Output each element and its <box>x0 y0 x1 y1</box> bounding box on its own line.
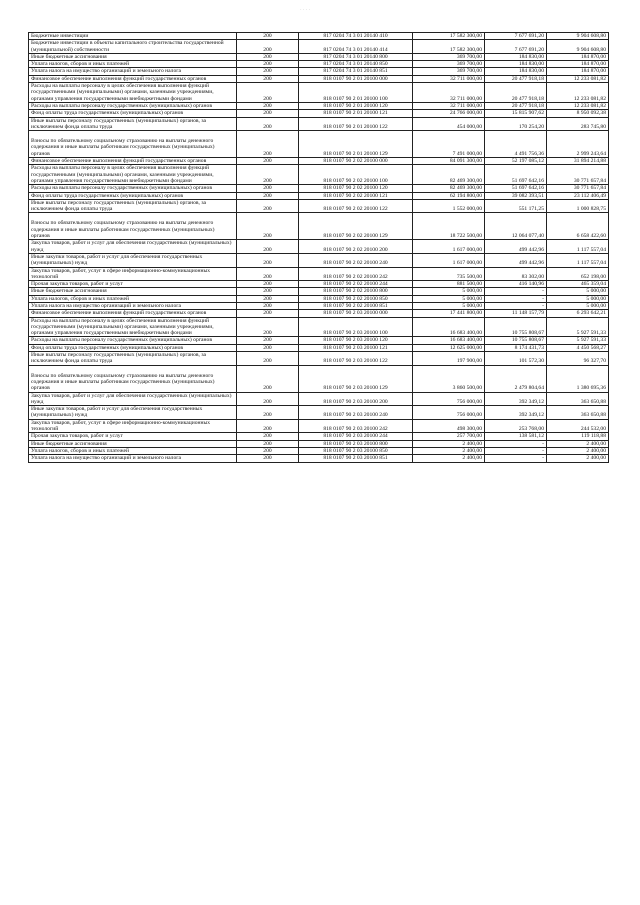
row-budget-class-code: 818 0107 90 2 02 20100 244 <box>299 281 413 288</box>
row-approved-amount: 12 625 000,00 <box>413 344 485 351</box>
expenditure-table <box>28 32 609 463</box>
row-line-code: 200 <box>237 75 299 82</box>
row-unexecuted-amount: 244 532,00 <box>547 419 609 433</box>
row-unexecuted-amount: 2 400,00 <box>547 455 609 462</box>
expenditure-table-body <box>29 33 609 463</box>
row-line-code: 200 <box>237 53 299 60</box>
row-approved-amount: 1 617 000,00 <box>413 240 485 254</box>
row-executed-amount: 39 082 393,51 <box>485 192 547 199</box>
row-line-code: 200 <box>237 447 299 454</box>
row-name: Прочая закупка товаров, работ и услуг <box>29 433 237 440</box>
table-row <box>29 352 609 366</box>
row-approved-amount: 369 700,00 <box>413 61 485 68</box>
table-row <box>29 267 609 281</box>
row-line-code: 200 <box>237 158 299 165</box>
row-budget-class-code: 818 0107 90 2 03 20100 000 <box>299 310 413 317</box>
row-executed-amount: 392 349,12 <box>485 392 547 406</box>
row-executed-amount: 170 254,20 <box>485 117 547 131</box>
table-row <box>29 253 609 267</box>
row-approved-amount: 735 500,00 <box>413 267 485 281</box>
row-executed-amount: 4 491 756,36 <box>485 131 547 158</box>
table-row <box>29 440 609 447</box>
row-executed-amount: - <box>485 288 547 295</box>
row-executed-amount: 52 197 085,12 <box>485 158 547 165</box>
row-approved-amount: 16 683 400,00 <box>413 337 485 344</box>
row-approved-amount: 5 000,00 <box>413 288 485 295</box>
row-executed-amount: 184 830,00 <box>485 53 547 60</box>
row-line-code: 200 <box>237 344 299 351</box>
row-name: Взносы по обязательному социальному страхованию на выплаты денежного содержания и иные выплаты работникам государственных (муниципальных) органов <box>29 131 237 158</box>
row-line-code: 200 <box>237 281 299 288</box>
row-approved-amount: 369 700,00 <box>413 53 485 60</box>
row-unexecuted-amount: 1 117 557,04 <box>547 253 609 267</box>
row-name: Расходы на выплаты персоналу государственных (муниципальных) органов <box>29 102 237 109</box>
table-row <box>29 281 609 288</box>
row-budget-class-code: 818 0107 90 2 01 20100 129 <box>299 131 413 158</box>
row-name: Фонд оплаты труда государственных (муниципальных) органов <box>29 192 237 199</box>
row-approved-amount: 32 711 000,00 <box>413 83 485 103</box>
row-unexecuted-amount: 6 658 422,60 <box>547 213 609 240</box>
row-unexecuted-amount: 9 904 608,80 <box>547 40 609 54</box>
row-budget-class-code: 818 0107 90 2 02 20100 200 <box>299 240 413 254</box>
row-line-code: 200 <box>237 419 299 433</box>
table-row <box>29 131 609 158</box>
row-line-code: 200 <box>237 440 299 447</box>
table-row <box>29 406 609 420</box>
row-unexecuted-amount: 184 870,00 <box>547 61 609 68</box>
row-approved-amount: 17 582 300,00 <box>413 40 485 54</box>
row-approved-amount: 62 194 800,00 <box>413 192 485 199</box>
row-budget-class-code: 818 0107 90 2 03 20100 242 <box>299 419 413 433</box>
row-budget-class-code: 818 0107 90 2 03 20100 129 <box>299 365 413 392</box>
row-executed-amount: - <box>485 295 547 302</box>
row-line-code: 200 <box>237 352 299 366</box>
row-line-code: 200 <box>237 110 299 117</box>
row-budget-class-code: 818 0107 90 2 01 20100 121 <box>299 110 413 117</box>
row-approved-amount: 7 491 000,00 <box>413 131 485 158</box>
row-executed-amount: 253 768,00 <box>485 419 547 433</box>
row-line-code: 200 <box>237 295 299 302</box>
row-executed-amount: 20 477 918,18 <box>485 102 547 109</box>
row-budget-class-code: 818 0107 90 2 02 20100 851 <box>299 302 413 309</box>
row-name: Уплата налогов, сборов и иных платежей <box>29 295 237 302</box>
row-unexecuted-amount: 363 650,88 <box>547 392 609 406</box>
row-approved-amount: 3 860 500,00 <box>413 365 485 392</box>
table-row <box>29 68 609 75</box>
row-line-code: 200 <box>237 365 299 392</box>
table-row <box>29 302 609 309</box>
row-line-code: 200 <box>237 83 299 103</box>
row-unexecuted-amount: 96 327,70 <box>547 352 609 366</box>
row-executed-amount: 7 677 691,20 <box>485 33 547 40</box>
row-approved-amount: 5 000,00 <box>413 295 485 302</box>
row-executed-amount: 184 830,00 <box>485 68 547 75</box>
row-unexecuted-amount: 9 904 608,80 <box>547 33 609 40</box>
row-approved-amount: 197 900,00 <box>413 352 485 366</box>
row-line-code: 200 <box>237 192 299 199</box>
row-budget-class-code: 818 0107 90 2 01 20100 122 <box>299 117 413 131</box>
row-unexecuted-amount: 30 771 657,84 <box>547 165 609 185</box>
row-name: Закупка товаров, работ, услуг в сфере информационно-коммуникационных технологий <box>29 419 237 433</box>
table-row <box>29 447 609 454</box>
row-unexecuted-amount: 5 000,00 <box>547 295 609 302</box>
table-row <box>29 344 609 351</box>
row-executed-amount: 499 442,96 <box>485 240 547 254</box>
table-row <box>29 117 609 131</box>
row-executed-amount: 2 479 804,64 <box>485 365 547 392</box>
row-unexecuted-amount: 5 927 591,33 <box>547 317 609 337</box>
row-name: Бюджетные инвестиции в объекты капитального строительства государственной (муниципальной) собственности <box>29 40 237 54</box>
row-budget-class-code: 818 0107 90 2 03 20100 851 <box>299 455 413 462</box>
row-approved-amount: 454 000,00 <box>413 117 485 131</box>
row-executed-amount: 51 697 642,16 <box>485 185 547 192</box>
row-line-code: 200 <box>237 131 299 158</box>
row-line-code: 200 <box>237 117 299 131</box>
row-executed-amount: 138 581,12 <box>485 433 547 440</box>
row-unexecuted-amount: 184 870,00 <box>547 53 609 60</box>
row-approved-amount: 5 000,00 <box>413 302 485 309</box>
row-unexecuted-amount: 4 450 568,27 <box>547 344 609 351</box>
row-name: Иные закупки товаров, работ и услуг для обеспечения государственных (муниципальных) нужд <box>29 406 237 420</box>
row-executed-amount: 499 442,96 <box>485 253 547 267</box>
row-approved-amount: 18 722 500,00 <box>413 213 485 240</box>
scan-specks: · · · · <box>300 8 311 13</box>
table-row <box>29 317 609 337</box>
row-unexecuted-amount: 23 112 406,49 <box>547 192 609 199</box>
row-line-code: 200 <box>237 165 299 185</box>
row-name: Закупка товаров, работ и услуг для обеспечения государственных (муниципальных) нужд <box>29 392 237 406</box>
row-executed-amount: 51 697 642,16 <box>485 165 547 185</box>
row-unexecuted-amount: 12 233 081,82 <box>547 75 609 82</box>
row-line-code: 200 <box>237 317 299 337</box>
row-name: Расходы на выплаты персоналу государственных (муниципальных) органов <box>29 185 237 192</box>
row-budget-class-code: 818 0107 90 2 02 20100 122 <box>299 199 413 213</box>
row-name: Иные бюджетные ассигнования <box>29 53 237 60</box>
row-executed-amount: 10 755 808,67 <box>485 337 547 344</box>
row-name: Фонд оплаты труда государственных (муниципальных) органов <box>29 110 237 117</box>
row-executed-amount: 392 349,12 <box>485 406 547 420</box>
row-executed-amount: 20 477 918,18 <box>485 83 547 103</box>
row-approved-amount: 2 400,00 <box>413 447 485 454</box>
row-approved-amount: 84 091 300,00 <box>413 158 485 165</box>
row-unexecuted-amount: 31 894 214,88 <box>547 158 609 165</box>
row-approved-amount: 1 552 000,00 <box>413 199 485 213</box>
row-approved-amount: 32 711 000,00 <box>413 75 485 82</box>
row-approved-amount: 1 617 000,00 <box>413 253 485 267</box>
row-unexecuted-amount: 283 745,80 <box>547 117 609 131</box>
row-approved-amount: 2 400,00 <box>413 455 485 462</box>
row-executed-amount: - <box>485 302 547 309</box>
row-name: Взносы по обязательному социальному страхованию на выплаты денежного содержания и иные выплаты работникам государственных (муниципальных) органов <box>29 213 237 240</box>
table-row <box>29 213 609 240</box>
row-approved-amount: 257 700,00 <box>413 433 485 440</box>
row-budget-class-code: 817 0204 74 3 01 20140 410 <box>299 33 413 40</box>
table-row <box>29 392 609 406</box>
row-line-code: 200 <box>237 199 299 213</box>
row-budget-class-code: 818 0107 90 2 01 20100 000 <box>299 75 413 82</box>
row-approved-amount: 82 469 300,00 <box>413 185 485 192</box>
row-name: Финансовое обеспечение выполнения функций государственных органов <box>29 75 237 82</box>
row-name: Закупка товаров, работ и услуг для обеспечения государственных (муниципальных) нужд <box>29 240 237 254</box>
table-row <box>29 83 609 103</box>
row-approved-amount: 881 500,00 <box>413 281 485 288</box>
row-name: Уплата налогов, сборов и иных платежей <box>29 447 237 454</box>
row-name: Иные выплаты персоналу государственных (муниципальных) органов, за исключением фонда оплаты труда <box>29 199 237 213</box>
row-budget-class-code: 817 0204 74 3 01 20140 414 <box>299 40 413 54</box>
row-line-code: 200 <box>237 433 299 440</box>
row-approved-amount: 32 711 000,00 <box>413 102 485 109</box>
table-row <box>29 295 609 302</box>
row-budget-class-code: 818 0107 90 2 03 20100 244 <box>299 433 413 440</box>
row-budget-class-code: 818 0107 90 2 02 20100 242 <box>299 267 413 281</box>
row-executed-amount: 12 064 077,40 <box>485 213 547 240</box>
row-name: Взносы по обязательному социальному страхованию на выплаты денежного содержания и иные выплаты работникам государственных (муниципальных) органов <box>29 365 237 392</box>
table-row <box>29 185 609 192</box>
row-name: Уплата налога на имущество организаций и земельного налога <box>29 68 237 75</box>
row-approved-amount: 756 000,00 <box>413 392 485 406</box>
row-budget-class-code: 818 0107 90 2 03 20100 122 <box>299 352 413 366</box>
table-row <box>29 199 609 213</box>
row-approved-amount: 17 582 300,00 <box>413 33 485 40</box>
row-approved-amount: 756 000,00 <box>413 406 485 420</box>
row-budget-class-code: 818 0107 90 2 03 20100 100 <box>299 317 413 337</box>
row-name: Расходы на выплаты персоналу в целях обеспечения выполнения функций государственными (муниципальными) органами, казенными учреждениями, органами управления государственными внебюджетными фондами <box>29 165 237 185</box>
row-budget-class-code: 818 0107 90 2 02 20100 121 <box>299 192 413 199</box>
row-budget-class-code: 818 0107 90 2 02 20100 850 <box>299 295 413 302</box>
row-line-code: 200 <box>237 267 299 281</box>
row-approved-amount: 82 469 300,00 <box>413 165 485 185</box>
row-budget-class-code: 818 0107 90 2 03 20100 121 <box>299 344 413 351</box>
row-executed-amount: 184 830,00 <box>485 61 547 68</box>
row-budget-class-code: 818 0107 90 2 02 20100 129 <box>299 213 413 240</box>
row-name: Расходы на выплаты персоналу в целях обеспечения выполнения функций государственными (муниципальными) органами, казенными учреждениями, органами управления государственными внебюджетными фондами <box>29 83 237 103</box>
row-approved-amount: 16 683 400,00 <box>413 317 485 337</box>
row-budget-class-code: 817 0204 74 3 01 20140 800 <box>299 53 413 60</box>
table-row <box>29 337 609 344</box>
row-name: Финансовое обеспечение выполнения функций государственных органов <box>29 310 237 317</box>
row-name: Расходы на выплаты персоналу в целях обеспечения выполнения функций государственными (муниципальными) органами, казенными учреждениями, органами управления государственными внебюджетными фондами <box>29 317 237 337</box>
row-unexecuted-amount: 1 380 695,36 <box>547 365 609 392</box>
row-unexecuted-amount: 6 293 642,21 <box>547 310 609 317</box>
row-line-code: 200 <box>237 40 299 54</box>
row-unexecuted-amount: 465 359,04 <box>547 281 609 288</box>
row-name: Иные бюджетные ассигнования <box>29 288 237 295</box>
row-budget-class-code: 818 0107 90 2 01 20100 100 <box>299 83 413 103</box>
row-name: Иные выплаты персоналу государственных (муниципальных) органов, за исключением фонда оплаты труда <box>29 352 237 366</box>
row-line-code: 200 <box>237 240 299 254</box>
row-executed-amount: - <box>485 455 547 462</box>
row-line-code: 200 <box>237 33 299 40</box>
row-name: Уплата налога на имущество организаций и земельного налога <box>29 455 237 462</box>
row-unexecuted-amount: 12 233 081,82 <box>547 102 609 109</box>
row-line-code: 200 <box>237 102 299 109</box>
row-line-code: 200 <box>237 213 299 240</box>
row-unexecuted-amount: 363 650,88 <box>547 406 609 420</box>
row-name: Уплата налогов, сборов и иных платежей <box>29 61 237 68</box>
row-budget-class-code: 818 0107 90 2 03 20100 120 <box>299 337 413 344</box>
row-unexecuted-amount: 2 999 243,64 <box>547 131 609 158</box>
row-unexecuted-amount: 5 000,00 <box>547 288 609 295</box>
row-executed-amount: 551 171,25 <box>485 199 547 213</box>
row-budget-class-code: 818 0107 90 2 02 20100 100 <box>299 165 413 185</box>
row-unexecuted-amount: 119 118,88 <box>547 433 609 440</box>
row-executed-amount: 8 174 431,73 <box>485 344 547 351</box>
row-executed-amount: 83 302,00 <box>485 267 547 281</box>
table-row <box>29 102 609 109</box>
row-executed-amount: 416 140,96 <box>485 281 547 288</box>
table-row <box>29 165 609 185</box>
row-line-code: 200 <box>237 61 299 68</box>
row-line-code: 200 <box>237 392 299 406</box>
row-executed-amount: 10 755 808,67 <box>485 317 547 337</box>
row-line-code: 200 <box>237 68 299 75</box>
row-unexecuted-amount: 5 000,00 <box>547 302 609 309</box>
row-unexecuted-amount: 1 117 557,04 <box>547 240 609 254</box>
table-row <box>29 40 609 54</box>
table-row <box>29 310 609 317</box>
row-approved-amount: 17 441 800,00 <box>413 310 485 317</box>
row-budget-class-code: 818 0107 90 2 02 20100 000 <box>299 158 413 165</box>
row-budget-class-code: 818 0107 90 2 02 20100 240 <box>299 253 413 267</box>
row-budget-class-code: 818 0107 90 2 02 20100 800 <box>299 288 413 295</box>
row-name: Иные закупки товаров, работ и услуг для обеспечения государственных (муниципальных) нужд <box>29 253 237 267</box>
row-name: Закупка товаров, работ, услуг в сфере информационно-коммуникационных технологий <box>29 267 237 281</box>
table-row <box>29 455 609 462</box>
table-row <box>29 53 609 60</box>
table-row <box>29 419 609 433</box>
table-row <box>29 240 609 254</box>
row-name: Бюджетные инвестиции <box>29 33 237 40</box>
row-line-code: 200 <box>237 337 299 344</box>
row-name: Уплата налога на имущество организаций и земельного налога <box>29 302 237 309</box>
row-executed-amount: 7 677 691,20 <box>485 40 547 54</box>
row-executed-amount: 101 572,30 <box>485 352 547 366</box>
row-budget-class-code: 818 0107 90 2 03 20100 800 <box>299 440 413 447</box>
row-executed-amount: 11 148 157,79 <box>485 310 547 317</box>
table-row <box>29 158 609 165</box>
row-unexecuted-amount: 30 771 657,84 <box>547 185 609 192</box>
row-unexecuted-amount: 12 233 081,82 <box>547 83 609 103</box>
row-line-code: 200 <box>237 288 299 295</box>
row-unexecuted-amount: 184 870,00 <box>547 68 609 75</box>
row-executed-amount: - <box>485 447 547 454</box>
row-executed-amount: 15 815 907,62 <box>485 110 547 117</box>
row-approved-amount: 498 300,00 <box>413 419 485 433</box>
row-budget-class-code: 818 0107 90 2 03 20100 240 <box>299 406 413 420</box>
row-budget-class-code: 818 0107 90 2 03 20100 200 <box>299 392 413 406</box>
row-unexecuted-amount: 1 000 828,75 <box>547 199 609 213</box>
row-unexecuted-amount: 2 400,00 <box>547 447 609 454</box>
row-line-code: 200 <box>237 455 299 462</box>
table-row <box>29 61 609 68</box>
table-row <box>29 365 609 392</box>
row-name: Финансовое обеспечение выполнения функций государственных органов <box>29 158 237 165</box>
table-row <box>29 75 609 82</box>
budget-execution-page <box>28 32 608 463</box>
row-unexecuted-amount: 8 950 092,38 <box>547 110 609 117</box>
row-budget-class-code: 818 0107 90 2 03 20100 850 <box>299 447 413 454</box>
row-unexecuted-amount: 652 198,00 <box>547 267 609 281</box>
row-name: Прочая закупка товаров, работ и услуг <box>29 281 237 288</box>
row-budget-class-code: 817 0204 74 3 01 20140 851 <box>299 68 413 75</box>
row-budget-class-code: 818 0107 90 2 02 20100 120 <box>299 185 413 192</box>
table-row <box>29 433 609 440</box>
row-name: Иные бюджетные ассигнования <box>29 440 237 447</box>
row-unexecuted-amount: 2 400,00 <box>547 440 609 447</box>
row-approved-amount: 24 766 000,00 <box>413 110 485 117</box>
table-row <box>29 110 609 117</box>
row-executed-amount: - <box>485 440 547 447</box>
row-line-code: 200 <box>237 310 299 317</box>
row-line-code: 200 <box>237 406 299 420</box>
row-line-code: 200 <box>237 185 299 192</box>
table-row <box>29 33 609 40</box>
row-approved-amount: 369 700,00 <box>413 68 485 75</box>
row-executed-amount: 20 477 918,18 <box>485 75 547 82</box>
table-row <box>29 288 609 295</box>
row-name: Иные выплаты персоналу государственных (муниципальных) органов, за исключением фонда оплаты труда <box>29 117 237 131</box>
row-line-code: 200 <box>237 302 299 309</box>
row-approved-amount: 2 400,00 <box>413 440 485 447</box>
row-line-code: 200 <box>237 253 299 267</box>
row-budget-class-code: 817 0204 74 3 01 20140 850 <box>299 61 413 68</box>
row-name: Расходы на выплаты персоналу государственных (муниципальных) органов <box>29 337 237 344</box>
row-unexecuted-amount: 5 927 591,33 <box>547 337 609 344</box>
row-name: Фонд оплаты труда государственных (муниципальных) органов <box>29 344 237 351</box>
table-row <box>29 192 609 199</box>
row-budget-class-code: 818 0107 90 2 01 20100 120 <box>299 102 413 109</box>
